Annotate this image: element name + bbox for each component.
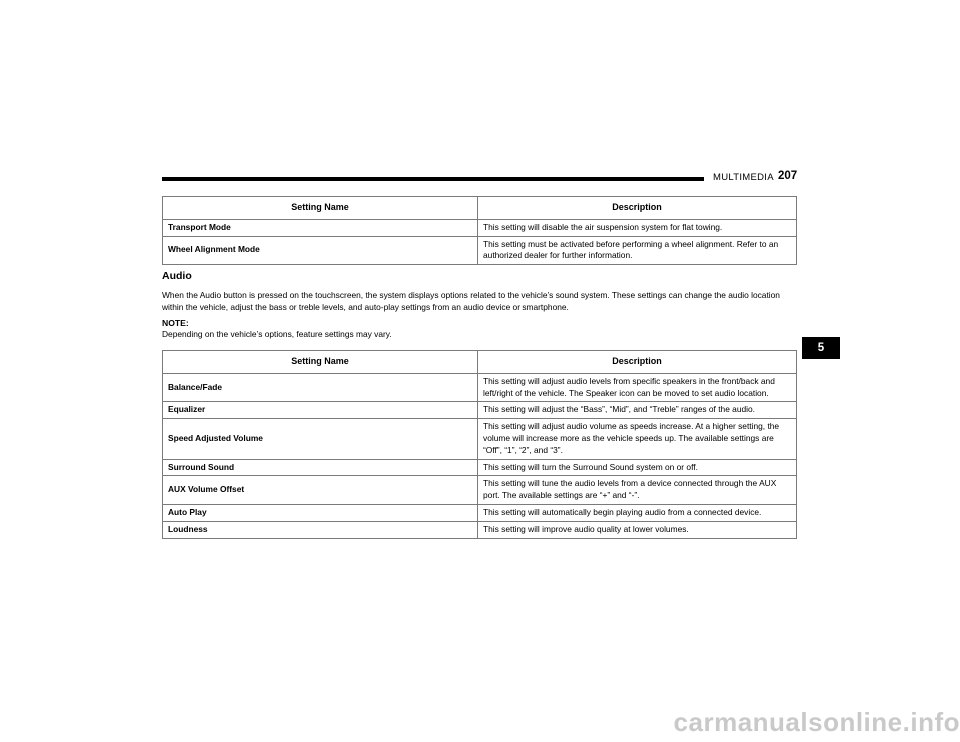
note-text: Depending on the vehicle’s options, feature settings may vary. <box>162 329 392 339</box>
setting-name: Balance/Fade <box>163 373 478 402</box>
setting-name: Auto Play <box>163 504 478 521</box>
table-header-row <box>163 197 797 220</box>
setting-description: This setting will adjust the “Bass”, “Mid”, and “Treble” ranges of the audio. <box>478 402 797 419</box>
audio-heading: Audio <box>162 270 192 282</box>
page-number: 207 <box>778 170 798 182</box>
table-row <box>163 476 797 505</box>
table-row <box>163 236 797 265</box>
column-header-description: Description <box>478 197 797 220</box>
setting-name: Transport Mode <box>163 219 478 236</box>
setting-name: Equalizer <box>163 402 478 419</box>
table-row <box>163 219 797 236</box>
setting-name: Surround Sound <box>163 459 478 476</box>
table-row <box>163 373 797 402</box>
setting-name: Speed Adjusted Volume <box>163 419 478 459</box>
table-row <box>163 419 797 459</box>
audio-paragraph: When the Audio button is pressed on the touchscreen, the system displays options related to the vehicle’s sound system. These settings can change the audio location within the vehicle, adjust the bass or treble levels, and auto-play settings from an audio device or smartphone. <box>162 290 780 312</box>
settings-table-vehicle <box>162 196 797 265</box>
setting-description: This setting will improve audio quality at lower volumes. <box>478 521 797 538</box>
table-row <box>163 402 797 419</box>
note-label: NOTE: <box>162 318 189 328</box>
watermark: carmanualsonline.info <box>673 707 960 737</box>
column-header-setting-name: Setting Name <box>163 351 478 374</box>
column-header-description: Description <box>478 351 797 374</box>
setting-description: This setting will disable the air suspension system for flat towing. <box>478 219 797 236</box>
column-header-setting-name: Setting Name <box>163 197 478 220</box>
setting-description: This setting will turn the Surround Sound system on or off. <box>478 459 797 476</box>
table-row <box>163 459 797 476</box>
table-row <box>163 521 797 538</box>
setting-description: This setting will automatically begin playing audio from a connected device. <box>478 504 797 521</box>
setting-description: This setting will adjust audio volume as speeds increase. At a higher setting, the volume will increase more as the vehicle speeds up. The available settings are “Off”, “1”, “2”, and “3”. <box>478 419 797 459</box>
setting-description: This setting must be activated before performing a wheel alignment. Refer to an authorized dealer for further information. <box>478 236 797 265</box>
setting-description: This setting will tune the audio levels from a device connected through the AUX port. The available settings are “+” and “-”. <box>478 476 797 505</box>
settings-table-audio <box>162 350 797 539</box>
setting-name: AUX Volume Offset <box>163 476 478 505</box>
header-rule <box>162 177 704 181</box>
table-header-row <box>163 351 797 374</box>
setting-name: Loudness <box>163 521 478 538</box>
table-row <box>163 504 797 521</box>
setting-description: This setting will adjust audio levels from specific speakers in the front/back and left/right of the vehicle. The Speaker icon can be moved to set audio location. <box>478 373 797 402</box>
section-title: MULTIMEDIA <box>713 172 774 183</box>
setting-name: Wheel Alignment Mode <box>163 236 478 265</box>
chapter-tab: 5 <box>802 337 840 359</box>
